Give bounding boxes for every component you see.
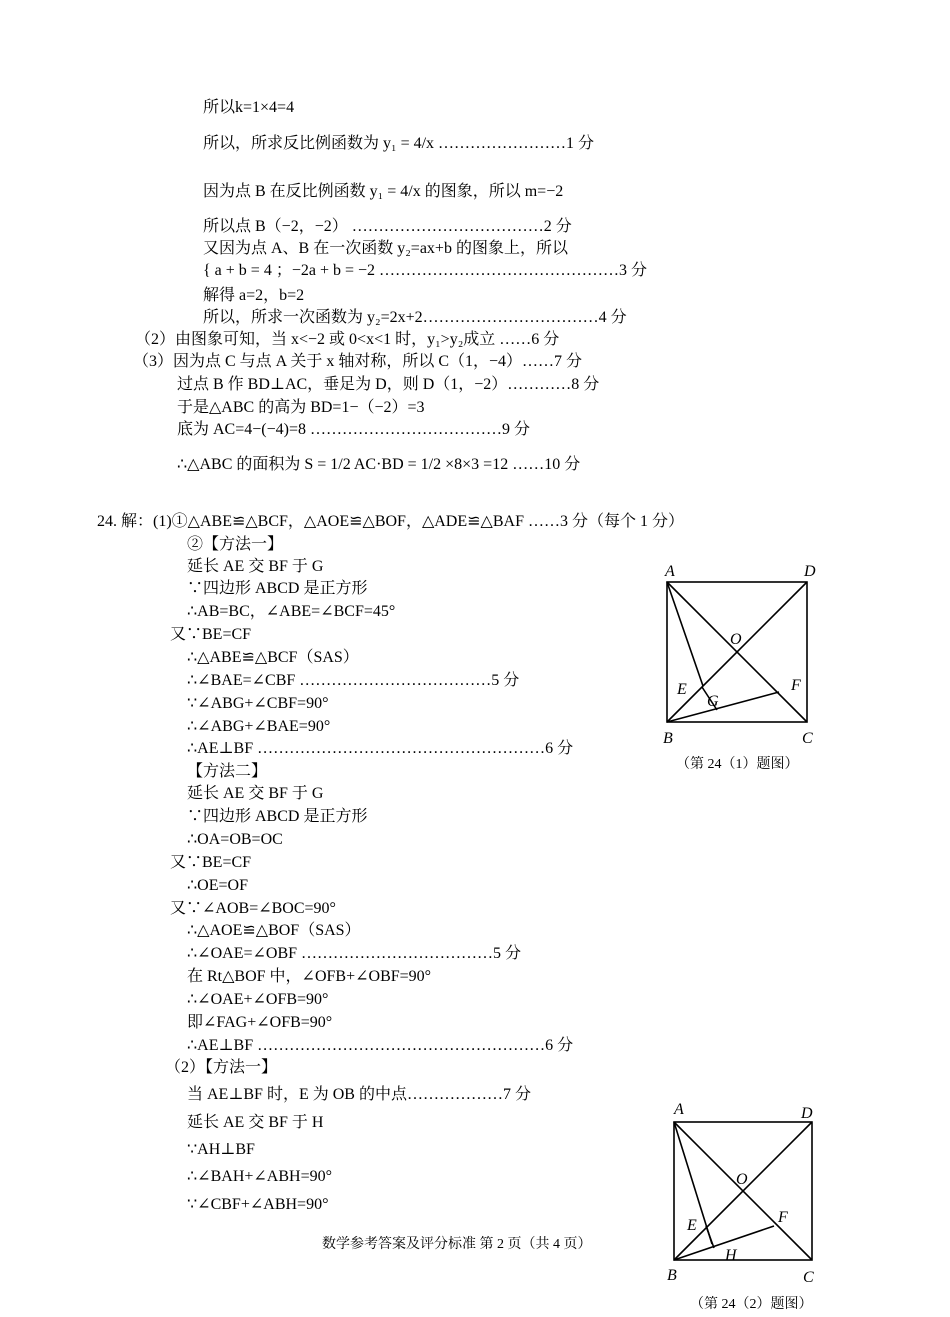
label-d: D [804,563,816,580]
label-h: H [725,1247,737,1264]
segment-eh [706,1226,714,1248]
solution-line: 24. 解：(1)①△ABE≌△BCF，△AOE≌△BOF，△ADE≌△BAF ……3 分（每个 1 分） [97,513,684,530]
solution-line: 又∵BE=CF [170,626,252,643]
solution-line: ∴∠ABG+∠BAE=90° [187,718,331,735]
label-e: E [677,681,687,698]
solution-line: ∴∠OAE=∠OBF ………………………………5 分 [187,945,522,962]
solution-line: ∴△ABE≌△BCF（SAS） [187,649,359,666]
label-a: A [674,1101,684,1118]
solution-line: ∵四边形 ABCD 是正方形 [187,580,368,597]
solution-line: 底为 AC=4−(−4)=8 ………………………………9 分 [177,421,530,438]
geometry-figure-2 [662,1098,827,1288]
solution-line: { a + b = 4 ；−2a + b = −2 ………………………………………3 分 [203,262,648,279]
segment-ae [667,582,703,686]
label-o: O [730,631,742,648]
solution-line: ∵四边形 ABCD 是正方形 [187,808,368,825]
solution-line: ∴AE⊥BF ………………………………………………6 分 [187,740,574,757]
label-b: B [663,730,673,747]
solution-line: ∴AE⊥BF ………………………………………………6 分 [187,1037,574,1054]
figure-2-caption: （第 24（2）题图） [690,1297,813,1312]
solution-line: ∵∠CBF+∠ABH=90° [187,1196,329,1213]
label-c: C [802,730,813,747]
solution-line: 所以点 B（−2，−2） ………………………………2 分 [203,218,572,235]
label-b: B [667,1267,677,1284]
label-e: E [687,1217,697,1234]
solution-line: （2）由图象可知，当 x<−2 或 0<x<1 时，y₁>y₂成立 ……6 分 [135,331,560,348]
solution-line: ∴△ABC 的面积为 S = 1/2 AC·BD = 1/2 ×8×3 =12 ……10 分 [177,456,581,473]
solution-line: 【方法二】 [187,763,268,780]
solution-line: ∴∠BAE=∠CBF ………………………………5 分 [187,672,520,689]
page-footer: 数学参考答案及评分标准 第 2 页（共 4 页） [322,1237,592,1252]
label-d: D [801,1105,813,1122]
solution-line: 解得 a=2，b=2 [203,287,305,304]
solution-line: （2）【方法一】 [165,1059,278,1076]
solution-line: ∵AH⊥BF [187,1141,255,1158]
solution-line: 过点 B 作 BD⊥AC，垂足为 D，则 D（1，−2）…………8 分 [177,376,600,393]
figure-1-caption: （第 24（1）题图） [676,757,799,772]
solution-line: ∵∠ABG+∠CBF=90° [187,695,329,712]
solution-line: ∴OA=OB=OC [187,831,283,848]
solution-line: 因为点 B 在反比例函数 y₁ = 4/x 的图象，所以 m=−2 [203,183,564,200]
label-o: O [736,1171,748,1188]
solution-line: 于是△ABC 的高为 BD=1−（−2）=3 [177,399,425,416]
geometry-figure-1 [655,560,825,750]
solution-line: 延长 AE 交 BF 于 G [187,785,324,802]
solution-line: ∴∠BAH+∠ABH=90° [187,1168,332,1185]
solution-line: 又因为点 A、B 在一次函数 y₂=ax+b 的图象上，所以 [203,240,568,257]
label-c: C [803,1269,814,1286]
solution-line: ∴AB=BC，∠ABE=∠BCF=45° [187,603,396,620]
solution-line: ∴OE=OF [187,877,248,894]
label-a: A [665,563,675,580]
solution-line: ②【方法一】 [187,536,284,553]
solution-line: 所以，所求一次函数为 y₂=2x+2……………………………4 分 [203,309,627,326]
label-f: F [778,1209,788,1226]
solution-line: 又∵∠AOB=∠BOC=90° [170,900,336,917]
label-f: F [791,677,801,694]
label-g: G [707,693,719,710]
solution-line: 又∵BE=CF [170,854,252,871]
solution-line: 延长 AE 交 BF 于 G [187,558,324,575]
solution-line: ∴△AOE≌△BOF（SAS） [187,922,361,939]
solution-line: 所以k=1×4=4 [203,99,295,116]
solution-line: 延长 AE 交 BF 于 H [187,1114,324,1131]
solution-line: ∴∠OAE+∠OFB=90° [187,991,329,1008]
solution-line: 即∠FAG+∠OFB=90° [187,1014,333,1031]
solution-line: 在 Rt△BOF 中，∠OFB+∠OBF=90° [187,968,432,985]
solution-line: 所以，所求反比例函数为 y₁ = 4/x ……………………1 分 [203,135,595,152]
solution-line: 当 AE⊥BF 时，E 为 OB 的中点………………7 分 [187,1086,531,1103]
solution-line: （3）因为点 C 与点 A 关于 x 轴对称，所以 C（1，−4）……7 分 [133,353,583,370]
